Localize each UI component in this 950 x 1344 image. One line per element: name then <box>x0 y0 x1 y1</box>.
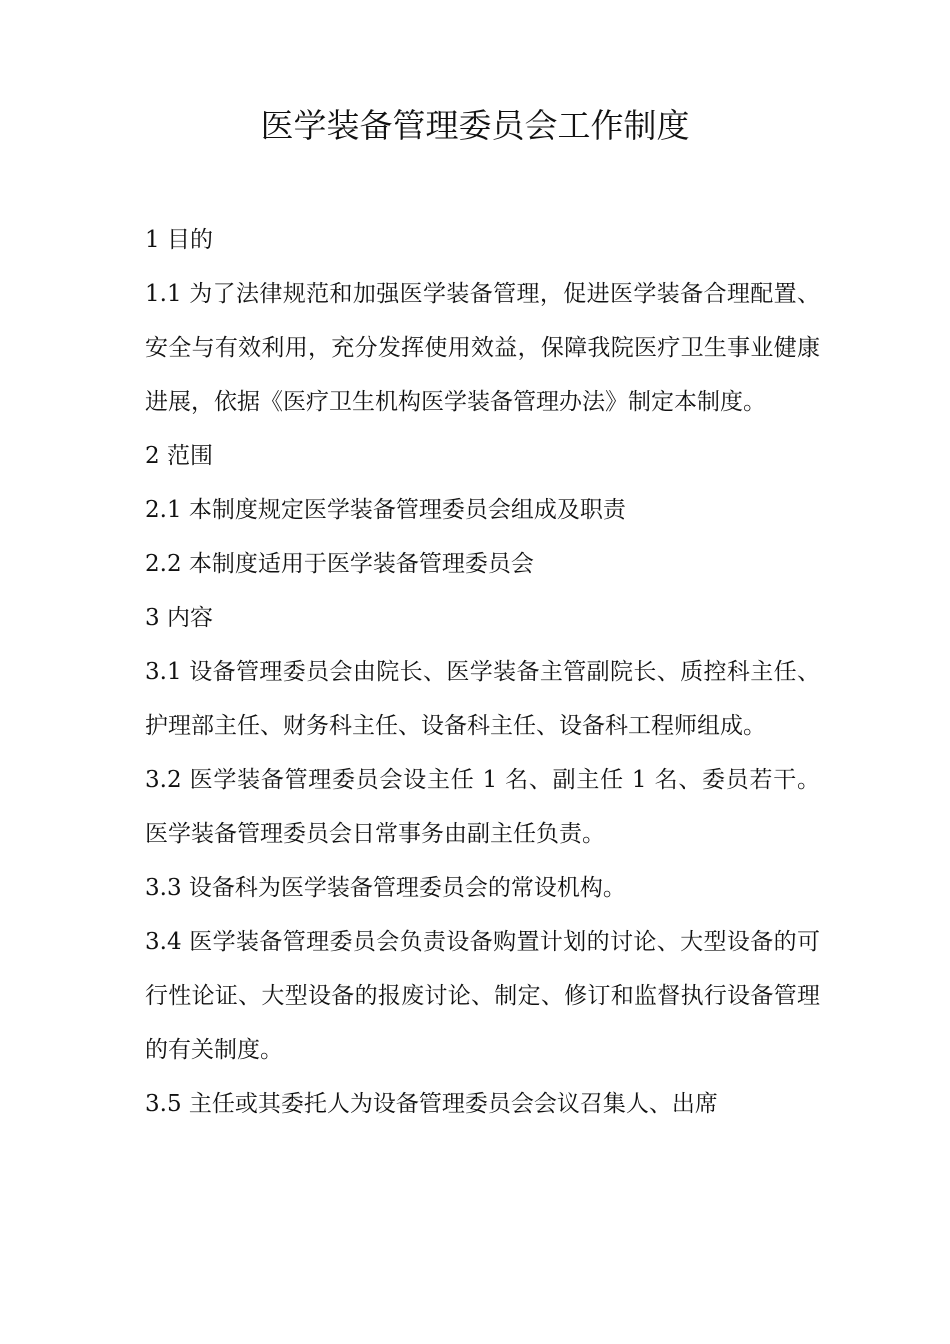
paragraph-1-1: 1.1 为了法律规范和加强医学装备管理，促进医学装备合理配置、安全与有效利用，充分发挥使用效益，保障我院医疗卫生事业健康进展，依据《医疗卫生机构医学装备管理办法》制定本制度。 <box>145 281 820 415</box>
document-title: 医学装备管理委员会工作制度 <box>260 106 690 145</box>
paragraph-3-5: 3.5 主任或其委托人为设备管理委员会会议召集人、出席 <box>145 1091 718 1117</box>
heading-content: 3 内容 <box>145 605 213 631</box>
heading-purpose: 1 目的 <box>145 227 213 253</box>
heading-scope: 2 范围 <box>145 443 213 469</box>
paragraph-2-1: 2.1 本制度规定医学装备管理委员会组成及职责 <box>145 497 626 523</box>
paragraph-3-1: 3.1 设备管理委员会由院长、医学装备主管副院长、质控科主任、护理部主任、财务科主任、设备科主任、设备科工程师组成。 <box>145 659 820 739</box>
document-body <box>145 213 820 1131</box>
paragraph-3-2: 3.2 医学装备管理委员会设主任 1 名、副主任 1 名、委员若干。医学装备管理委员会日常事务由副主任负责。 <box>145 767 820 847</box>
paragraph-2-2: 2.2 本制度适用于医学装备管理委员会 <box>145 551 534 577</box>
paragraph-3-3: 3.3 设备科为医学装备管理委员会的常设机构。 <box>145 875 626 901</box>
paragraph-3-4: 3.4 医学装备管理委员会负责设备购置计划的讨论、大型设备的可行性论证、大型设备的报废讨论、制定、修订和监督执行设备管理的有关制度。 <box>145 929 820 1063</box>
